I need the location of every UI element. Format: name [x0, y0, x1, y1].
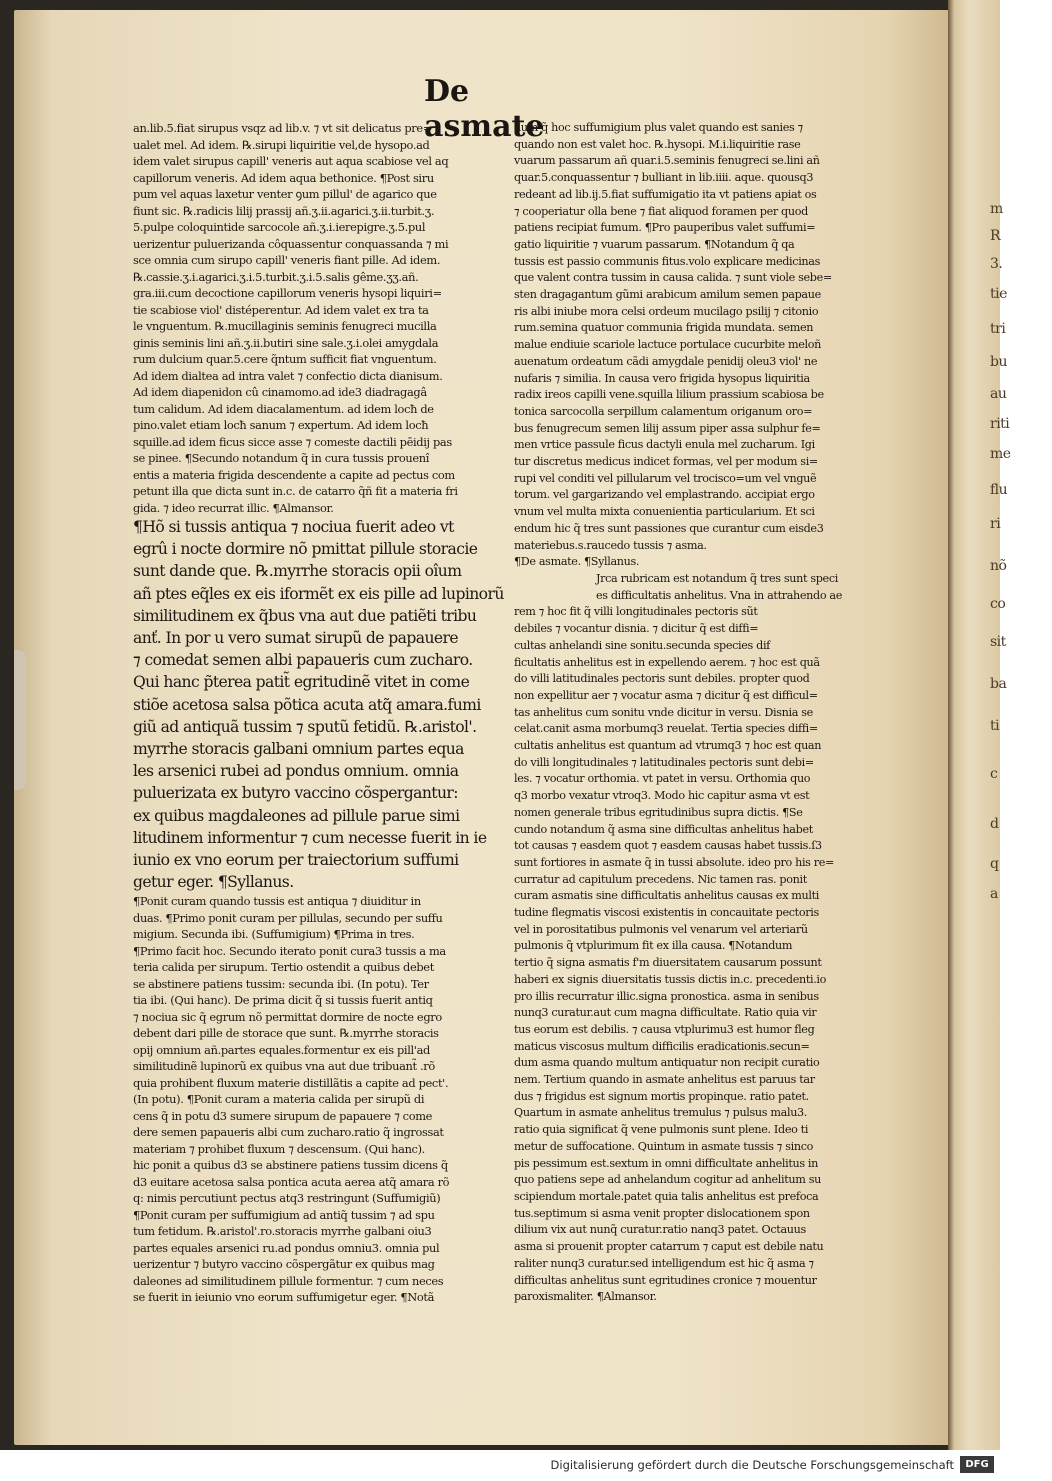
text-line: men vrtice passule ficus dactyli enula mel zucharum. Igi	[514, 438, 815, 452]
text-line: ualet mel. Ad idem. ℞.sirupi liquiritie vel,de hysopo.ad	[133, 137, 430, 152]
left-column-commentary-block	[133, 893, 510, 1306]
text-line: nufaris ⁊ similia. In causa vero frigida hysopus liquiritia	[514, 371, 810, 385]
text-line: difficultas anhelitus sunt egritudines cronice ⁊ mouentur	[514, 1273, 817, 1287]
text-line: curam asmatis sine difficultatis anhelitus causas ex multi	[514, 889, 819, 903]
text-line: partes equales arsenici ru.ad pondus omniu3. omnia pul	[133, 1240, 440, 1255]
running-title: De asmate	[424, 74, 545, 144]
text-line: dum q̃ hoc suffumigium plus valet quando est sanies ⁊	[514, 121, 803, 134]
text-line: tertio q̃ signa asmatis f'm diuersitatem causarum possunt	[514, 956, 822, 970]
text-line: cultas anhelandi sine sonitu.secunda species dif	[514, 638, 770, 652]
text-line: ex quibus magdaleones ad pillule parue simi	[133, 806, 460, 825]
text-line: pis pessimum est.sextum in omni difficultate anhelitus in	[514, 1156, 819, 1170]
edge-fragment: 3.	[990, 256, 1003, 272]
text-line: do villi longitudinales ⁊ latitudinales pectoris sunt debi=	[514, 755, 814, 769]
text-line: debent dari pille de storace que sunt. ℞.myrrhe storacis	[133, 1026, 439, 1041]
text-line: getur eger. ¶Syllanus.	[133, 873, 294, 892]
text-line: nomen generale tribus egritudinibus supra dictis. ¶Se	[514, 805, 803, 819]
text-line: q3 morbo vexatur vtroq3. Modo hic capitur asma vt est	[514, 789, 810, 803]
text-line: ¶Hõ si tussis antiqua ⁊ nociua fuerit adeo vt	[133, 518, 454, 536]
text-line: tur discretus medicus indicet formas, vel per modum si=	[514, 455, 818, 469]
left-text-column	[133, 120, 510, 1306]
text-line: vel in porositatibus pulmonis vel venarum vel arteriarũ	[514, 922, 808, 936]
edge-fragment: m	[990, 201, 1003, 217]
text-line: ⁊ cooperiatur olla bene ⁊ fiat aliquod foramen per quod	[514, 204, 808, 218]
edge-fragment: sit	[990, 634, 1006, 650]
edge-fragment: c	[990, 766, 998, 782]
edge-fragment: q	[990, 856, 999, 872]
text-line: fiunt sic. ℞.radicis lilij prassij añ.ʒ.ii.agarici.ʒ.ii.turbit.ʒ.	[133, 203, 435, 218]
dfg-logo: DFG	[960, 1456, 994, 1473]
text-line: tus.septimum si asma venit propter dislocationem spon	[514, 1206, 810, 1220]
text-line: iunio ex vno eorum per traiectorium suffumi	[133, 851, 459, 870]
text-line: malue endiuie scariole lactuce portulace cucurbite meloñ	[514, 338, 822, 352]
edge-fragment: me	[990, 446, 1011, 462]
text-line: tussis est passio communis fitus.volo explicare medicinas	[514, 254, 820, 268]
edge-fragment: ti	[990, 718, 1000, 734]
text-line: tum fetidum. ℞.aristol'.ro.storacis myrrhe galbani oiu3	[133, 1224, 432, 1239]
text-line: endum hic q̃ tres sunt passiones que curantur cum eisde3	[514, 521, 824, 535]
text-line: tonica sarcocolla serpillum calamentum origanum oro=	[514, 404, 813, 418]
text-line: cundo notandum q̃ asma sine difficultas anhelitus habet	[514, 822, 813, 836]
text-line: raliter nunq3 curatur.sed intelligendum est hic q̃ asma ⁊	[514, 1256, 814, 1270]
text-line: que valent contra tussim in causa calida. ⁊ sunt viole sebe=	[514, 271, 832, 285]
text-line: tum calidum. Ad idem diacalamentum. ad idem locħ de	[133, 401, 434, 416]
text-line: bus fenugrecum semen lilij assum piper assa sulphur fe=	[514, 421, 821, 435]
text-line: giũ ad antiquã tussim ⁊ sputũ fetidũ. ℞.aristol'.	[133, 717, 477, 736]
text-line: haberi ex signis diuersitatis tussis dictis in.c. precedenti.io	[514, 972, 827, 986]
edge-fragment: au	[990, 386, 1007, 402]
text-line: Ad idem dialtea ad intra valet ⁊ confectio dicta dianisum.	[133, 368, 443, 383]
left-column-large-text-block	[133, 516, 510, 893]
text-line: dum asma quando multum antiquatur non recipit curatio	[514, 1056, 820, 1070]
text-line: teria calida per sirupum. Tertio ostendit a quibus debet	[133, 960, 434, 975]
text-line: hic ponit a quibus d3 se abstinere patiens tussim dicens q̃	[133, 1158, 448, 1173]
text-line: gida. ⁊ ideo recurrat illic. ¶Almansor.	[133, 500, 334, 515]
text-line: Jrca rubricam est notandum q̃ tres sunt speci	[596, 571, 838, 585]
digitization-footer	[0, 1450, 1000, 1481]
text-line: non expellitur aer ⁊ vocatur asma ⁊ dicitur q̃ est difficul=	[514, 688, 818, 702]
page-margin-stain	[14, 650, 26, 790]
text-line: myrrhe storacis galbani omnium partes equa	[133, 740, 464, 759]
text-line: paroxismaliter. ¶Almansor.	[514, 1290, 657, 1304]
text-line: le vnguentum. ℞.mucillaginis seminis fenugreci mucilla	[133, 319, 437, 333]
text-line: duas. ¶Primo ponit curam per pillulas, secundo per suffu	[133, 910, 443, 925]
text-line: anť. In por u vero sumat sirupũ de papauere	[133, 629, 458, 648]
text-line: daleones ad similitudinem pillule formentur. ⁊ cum neces	[133, 1273, 444, 1288]
text-line: puluerizata ex butyro vaccino cõspergantur:	[133, 784, 458, 803]
edge-fragment: ba	[990, 676, 1007, 692]
text-line: Qui hanc p̃terea patit̃ egritudinẽ vitet in come	[133, 673, 470, 692]
edge-fragment: a	[990, 886, 998, 902]
text-line: rum dulcium quar.5.cere q̃ntum sufficit fiat vnguentum.	[133, 352, 437, 366]
text-line: quo patiens sepe ad anhelandum cogitur ad anhelitum su	[514, 1173, 821, 1187]
text-line: les. ⁊ vocatur orthomia. vt patet in versu. Orthomia quo	[514, 772, 811, 786]
text-line: añ ptes eq̃les ex eis iformẽt ex eis pille ad lupinorũ	[133, 584, 504, 603]
text-line: rum.semina quatuor communia frigida mundata. semen	[514, 321, 814, 335]
text-line: uerizentur puluerizanda côquassentur conquassanda ⁊ mi	[133, 236, 449, 251]
text-line: cultatis anhelitus est quantum ad vtrumq3 ⁊ hoc est quan	[514, 739, 822, 753]
text-line: dilium vix aut nunq̃ curatur.ratio nanq3 patet. Octauus	[514, 1223, 806, 1237]
text-line: ⁊ nociua sic q̃ egrum nõ permittat dormire de nocte egro	[133, 1009, 442, 1024]
text-line: q: nimis percutiunt pectus atq3 restringunt (Suffumigiũ)	[133, 1191, 441, 1206]
text-line: ratio quia significat q̃ vene pulmonis sunt plene. Ideo ti	[514, 1123, 809, 1137]
right-text-column	[514, 120, 900, 1306]
edge-fragment: riti	[990, 416, 1010, 432]
text-line: ¶Primo facit hoc. Secundo iterato ponit cura3 tussis a ma	[133, 943, 446, 958]
text-line: les arsenici rubei ad pondus omnium. omnia	[133, 762, 459, 781]
text-line: maticus viscosus multum difficilis eradicationis.secun=	[514, 1039, 810, 1053]
text-line: dere semen papaueris albi cum zucharo.ratio q̃ ingrossat	[133, 1125, 444, 1140]
edge-fragment: bu	[990, 354, 1007, 370]
text-line: vnum vel multa mixta conuenientia particularium. Et sci	[514, 505, 815, 519]
edge-fragment: tri	[990, 321, 1006, 337]
text-line: asma si prouenit propter catarrum ⁊ caput est debile natu	[514, 1240, 824, 1254]
text-line: quando non est valet hoc. ℞.hysopi. M.i.liquiritie rase	[514, 137, 801, 151]
edge-fragment: d	[990, 816, 999, 832]
left-column-text-block	[133, 120, 510, 516]
text-line: materiebus.s.raucedo tussis ⁊ asma.	[514, 538, 707, 552]
text-line: migium. Secunda ibi. (Suffumigium) ¶Prima in tres.	[133, 927, 415, 942]
text-line: petunt illa que dicta sunt in.c. de catarro q̃ñ fit a materia fri	[133, 484, 458, 498]
text-line: tudine flegmatis viscosi existentis in concauitate pectoris	[514, 906, 819, 920]
text-line: rem ⁊ hoc fit q̃ villi longitudinales pectoris sũt	[514, 605, 758, 619]
text-line: dus ⁊ frigidus est signum mortis propinque. ratio patet.	[514, 1089, 809, 1103]
text-line: egrû i nocte dormire nõ pmittat pillule storacie	[133, 540, 478, 559]
edge-fragment: tie	[990, 286, 1007, 302]
edge-fragment: nõ	[990, 558, 1007, 574]
text-line: es difficultatis anhelitus. Vna in attrahendo ae	[596, 588, 843, 602]
text-line: litudinem informentur ⁊ cum necesse fuerit in ie	[133, 828, 487, 847]
text-line: se pinee. ¶Secundo notandum q̃ in cura tussis prouenî	[133, 451, 430, 465]
text-line: materiam ⁊ prohibet fluxum ⁊ descensum. (Qui hanc).	[133, 1141, 425, 1156]
text-line: ℞.cassie.ʒ.i.agarici.ʒ.i.5.turbit.ʒ.i.5.salis gême.ʒʒ.añ.	[133, 269, 419, 284]
text-line: Quartum in asmate anhelitus tremulus ⁊ pulsus malu3.	[514, 1106, 808, 1120]
text-line: stiõe acetosa salsa põtica acuta atq̃ amara.fumi	[133, 695, 481, 714]
text-line: idem valet sirupus capill' veneris aut aqua scabiose vel aq	[133, 154, 449, 168]
text-line: se fuerit in ieiunio vno eorum suffumigetur eger. ¶Notã	[133, 1290, 435, 1305]
text-line: entis a materia frigida descendente a capite ad pectus com	[133, 467, 455, 482]
text-line: cens q̃ in potu d3 sumere sirupum de papauere ⁊ come	[133, 1108, 433, 1123]
text-line: sunt fortiores in asmate q̃ in tussi absolute. ideo pro his re=	[514, 855, 835, 869]
text-line: squille.ad idem ficus sicce asse ⁊ comeste dactili pēidij pas	[133, 434, 452, 449]
text-line: Ad idem diapenidon cû cinamomo.ad ide3 diadragagâ	[133, 385, 427, 399]
text-line: auenatum ordeatum cãdi amygdale penidij oleu3 viol' ne	[514, 354, 818, 368]
edge-fragment: co	[990, 596, 1006, 612]
text-line: pum vel aquas laxetur venter ꝯum pillul' de agarico que	[133, 187, 437, 201]
text-line: 5.pulpe coloquintide sarcocole añ.ʒ.i.ierepigre.ʒ.5.pul	[133, 220, 426, 234]
text-line: pro illis recurratur illic.signa pronostica. asma in senibus	[514, 989, 819, 1003]
text-line: similitudinem ex q̃bus vna aut due patiẽti tribu	[133, 606, 477, 625]
text-line: sce omnia cum sirupo capill' veneris fiant pille. Ad idem.	[133, 253, 441, 267]
text-line: do villi latitudinales pectoris sunt debiles. propter quod	[514, 672, 810, 686]
text-line: quia prohibent fluxum materie distillãtis a capite ad pect'.	[133, 1075, 449, 1090]
text-line: uerizentur ⁊ butyro vaccino cõspergãtur ex quibus mag	[133, 1257, 435, 1272]
text-line: opij omnium añ.partes equales.formentur ex eis pill'ad	[133, 1042, 430, 1057]
text-line: d3 euitare acetosa salsa pontica acuta aerea atq̃ amara rõ	[133, 1174, 450, 1189]
text-line: ¶Ponit curam quando tussis est antiqua ⁊ diuiditur in	[133, 894, 421, 909]
text-line: metur de suffocatione. Quintum in asmate tussis ⁊ sinco	[514, 1139, 813, 1153]
text-line: se abstinere patiens tussim: secunda ibi. (In potu). Ter	[133, 976, 429, 991]
text-line: ginis seminis lini añ.ʒ.ii.butiri sine sale.ʒ.i.olei amygdala	[133, 335, 439, 350]
text-line: redeant ad lib.ij.5.fiat suffumigatio ita vt patiens apiat os	[514, 187, 817, 201]
text-line: pino.valet etiam locħ sanum ⁊ expertum. Ad idem locħ	[133, 418, 429, 432]
text-line: quar.5.conquassentur ⁊ bulliant in lib.iiii. aque. quousq3	[514, 171, 814, 185]
text-line: an.lib.5.fiat sirupus vsqz ad lib.v. ⁊ vt sit delicatus pre=	[133, 121, 432, 135]
text-line: sunt dande que. ℞.myrrhe storacis opii oîum	[133, 562, 462, 581]
text-line: ¶Ponit curam per suffumigium ad antiq̃ tussim ⁊ ad spu	[133, 1207, 435, 1222]
text-line: patiens recipiat fumum. ¶Pro pauperibus valet suffumi=	[514, 221, 816, 235]
text-line: ris albi iniube mora celsi ordeum mucilago psilij ⁊ citonio	[514, 304, 819, 318]
text-line: gra.iii.cum decoctione capillorum veneris hysopi liquiri=	[133, 286, 442, 300]
text-line: tot causas ⁊ easdem quot ⁊ easdem causas habet tussis.ſ3	[514, 839, 822, 853]
text-line: tia ibi. (Qui hanc). De prima dicit q̃ si tussis fuerit antiq	[133, 993, 433, 1008]
edge-fragment: R	[990, 228, 1001, 244]
funding-note: Digitalisierung gefördert durch die Deutsche Forschungsgemeinschaft	[550, 1458, 954, 1472]
text-line: ⁊ comedat semen albi papaueris cum zucharo.	[133, 651, 473, 670]
text-line: pulmonis q̃ vtplurimum fit ex illa causa. ¶Notandum	[514, 939, 793, 953]
text-line: nunq3 curatur.aut cum magna difficultate. Ratio quia vir	[514, 1006, 817, 1020]
text-line: tie scabiose viol' distéperentur. Ad idem valet ex tra ta	[133, 302, 429, 317]
text-line: nem. Tertium quando in asmate anhelitus est paruus tar	[514, 1073, 815, 1087]
text-line: rupi vel conditi vel pillularum vel trocisco=um vel vnguẽ	[514, 471, 817, 485]
text-line: tas anhelitus cum sonitu vnde dicitur in versu. Disnia se	[514, 705, 813, 719]
text-line: sten dragagantum gũmi arabicum amilum semen papaue	[514, 288, 821, 302]
edge-fragment: ri	[990, 516, 1001, 532]
text-line: torum. vel gargarizando vel emplastrando. accipiat ergo	[514, 488, 815, 502]
text-line: vuarum passarum añ quar.i.5.seminis fenugreci se.lini añ	[514, 154, 820, 168]
text-line: celat.canit asma morbumq3 reuelat. Tertia species diffi=	[514, 722, 818, 736]
text-line: radix ireos capilli vene.squilla lilium prassium scabiosa be	[514, 388, 824, 402]
edge-fragment: flu	[990, 482, 1008, 498]
text-line: tus eorum est debilis. ⁊ causa vtplurimu3 est humor fleg	[514, 1022, 815, 1036]
text-line: (In potu). ¶Ponit curam a materia calida per sirupũ di	[133, 1092, 425, 1107]
text-line: capillorum veneris. Ad idem aqua bethonice. ¶Post siru	[133, 170, 434, 185]
text-line: ficultatis anhelitus est in expellendo aerem. ⁊ hoc est quã	[514, 655, 820, 669]
text-line: ¶De asmate. ¶Syllanus.	[514, 555, 640, 569]
text-line: debiles ⁊ vocantur disnia. ⁊ dicitur q̃ est diffi=	[514, 622, 759, 636]
text-line: curratur ad capitulum precedens. Nic tamen ras. ponit	[514, 872, 807, 886]
text-line: gatio liquiritie ⁊ vuarum passarum. ¶Notandum q̃ qa	[514, 237, 795, 251]
text-line: scipiendum mortale.patet quia talis anhelitus est prefoca	[514, 1190, 819, 1203]
text-line: similitudinẽ lupinorũ ex quibus vna aut due tribuant̃ .rõ	[133, 1059, 435, 1074]
